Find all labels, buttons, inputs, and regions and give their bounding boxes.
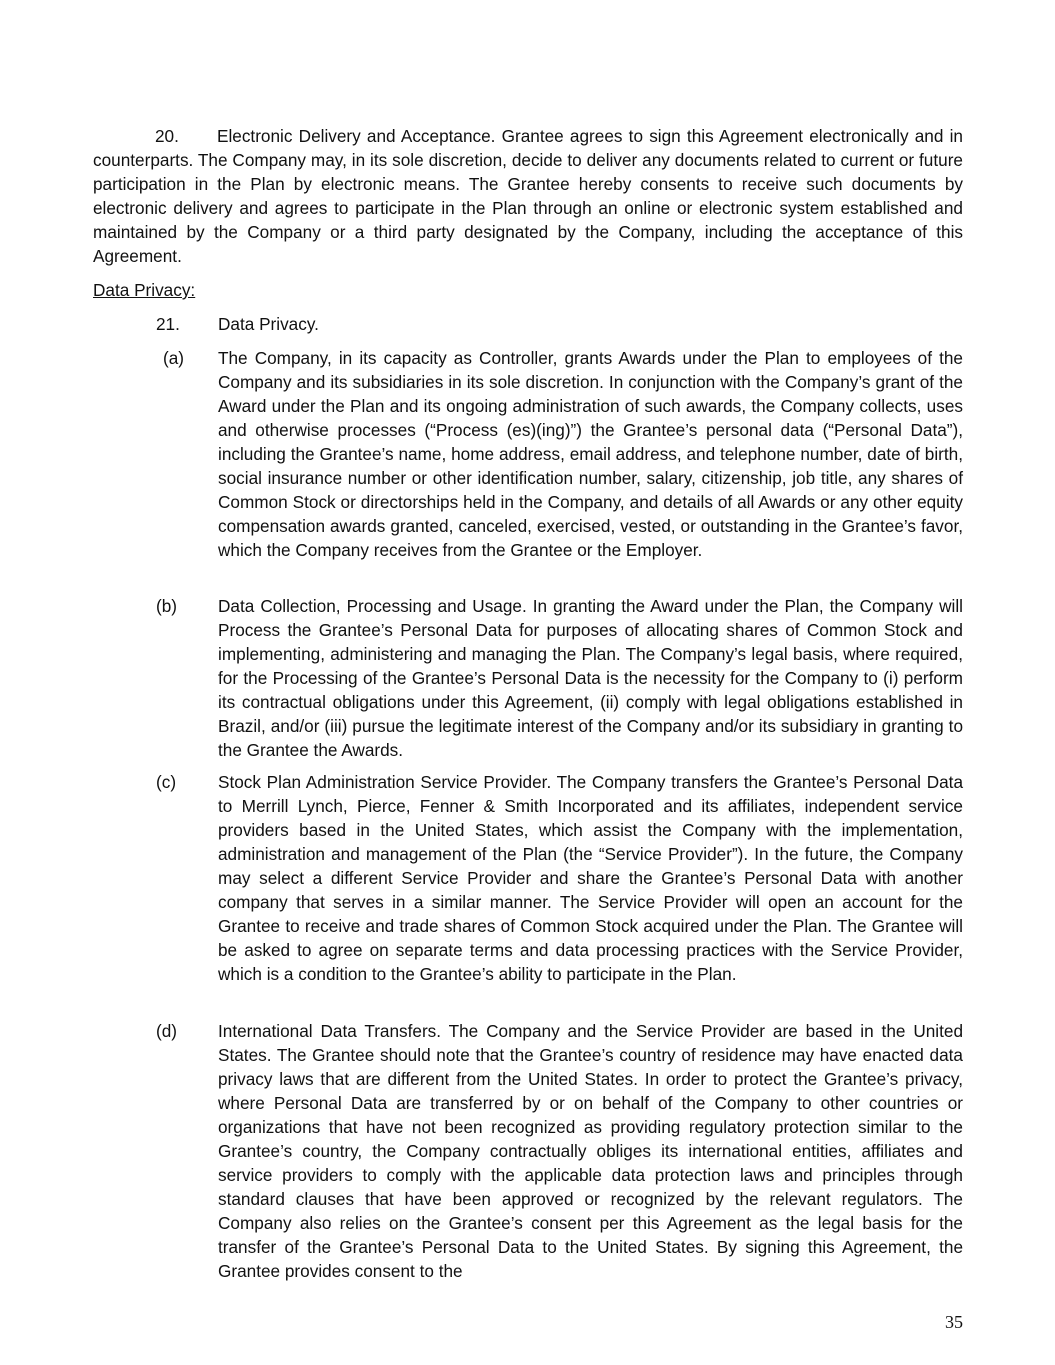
page-number: 35 bbox=[945, 1312, 963, 1332]
item-label: (b) bbox=[156, 596, 178, 616]
item-label: (d) bbox=[156, 1021, 178, 1041]
section-20-paragraph bbox=[93, 124, 963, 268]
section-21-title: Data Privacy. bbox=[218, 314, 319, 334]
item-text: International Data Transfers. The Company and the Service Provider are based in the United States. The Grantee should note that the Grantee’s country of residence may have enacted data privacy laws that are different from the United States. In order to protect the Grantee’s privacy, where Personal Data are transferred by or on behalf of the Company to other countries or organizations that have not been recognized as providing regulatory protection similar to the Grantee’s country, the Company contractually obliges its international entities, affiliates and service providers to comply with the applicable data protection laws and principles through standard clauses that have been approved or recognized by the relevant regulators. The Company also relies on the Grantee’s consent per this Agreement as the legal basis for the transfer of the Grantee’s Personal Data to the United States. By signing this Agreement, the Grantee provides consent to the bbox=[218, 1021, 963, 1281]
item-label: (c) bbox=[156, 772, 177, 792]
section-21-number: 21. bbox=[156, 314, 180, 334]
item-text: Data Collection, Processing and Usage. In granting the Award under the Plan, the Company will Process the Grantee’s Personal Data for purposes of allocating shares of Common Stock and implementing, administering and managing the Plan. The Company’s legal basis, where required, for the Processing of the Grantee’s Personal Data is the necessity for the Company to (i) perform its contractual obligations under this Agreement, (ii) comply with legal obligations established in Brazil, and/or (iii) pursue the legitimate interest of the Company and/or its subsidiary in granting to the Grantee the Awards. bbox=[218, 596, 963, 760]
section-20-text: Electronic Delivery and Acceptance. Grantee agrees to sign this Agreement electronically and in counterparts. The Company may, in its sole discretion, decide to deliver any documents related to current or future participation in the Plan by electronic means. The Grantee hereby consents to receive such documents by electronic delivery and agrees to participate in the Plan through an online or electronic system established and maintained by the Company or a third party designated by the Company, including the acceptance of this Agreement. bbox=[93, 126, 963, 266]
section-21-heading bbox=[156, 312, 319, 336]
item-label: (a) bbox=[163, 348, 185, 368]
section-20-number: 20. bbox=[155, 126, 179, 146]
item-text: The Company, in its capacity as Controller, grants Awards under the Plan to employees of the Company and its subsidiaries in its sole discretion. In conjunction with the Company’s grant of the Award under the Plan and its ongoing administration of such awards, the Company collects, uses and otherwise processes (“Process (es)(ing)”) the Grantee’s personal data (“Personal Data”), including the Grantee’s name, home address, email address, and telephone number, date of birth, social insurance number or other identification number, salary, citizenship, job title, any shares of Common Stock or directorships held in the Company, and details of all Awards or any other equity compensation awards granted, canceled, exercised, vested, or outstanding in the Grantee’s favor, which the Company receives from the Grantee or the Employer. bbox=[218, 348, 963, 560]
item-text: Stock Plan Administration Service Provider. The Company transfers the Grantee’s Personal Data to Merrill Lynch, Pierce, Fenner & Smith Incorporated and its affiliates, independent service providers based in the United States, which assist the Company with the implementation, administration and management of the Plan (the “Service Provider”). In the future, the Company may select a different Service Provider and share the Grantee’s Personal Data with another company that serves in a similar manner. The Service Provider will open an account for the Grantee to receive and trade shares of Common Stock acquired under the Plan. The Grantee will be asked to agree on separate terms and data processing practices with the Service Provider, which is a condition to the Grantee’s ability to participate in the Plan. bbox=[218, 772, 963, 984]
data-privacy-heading: Data Privacy: bbox=[93, 280, 196, 300]
